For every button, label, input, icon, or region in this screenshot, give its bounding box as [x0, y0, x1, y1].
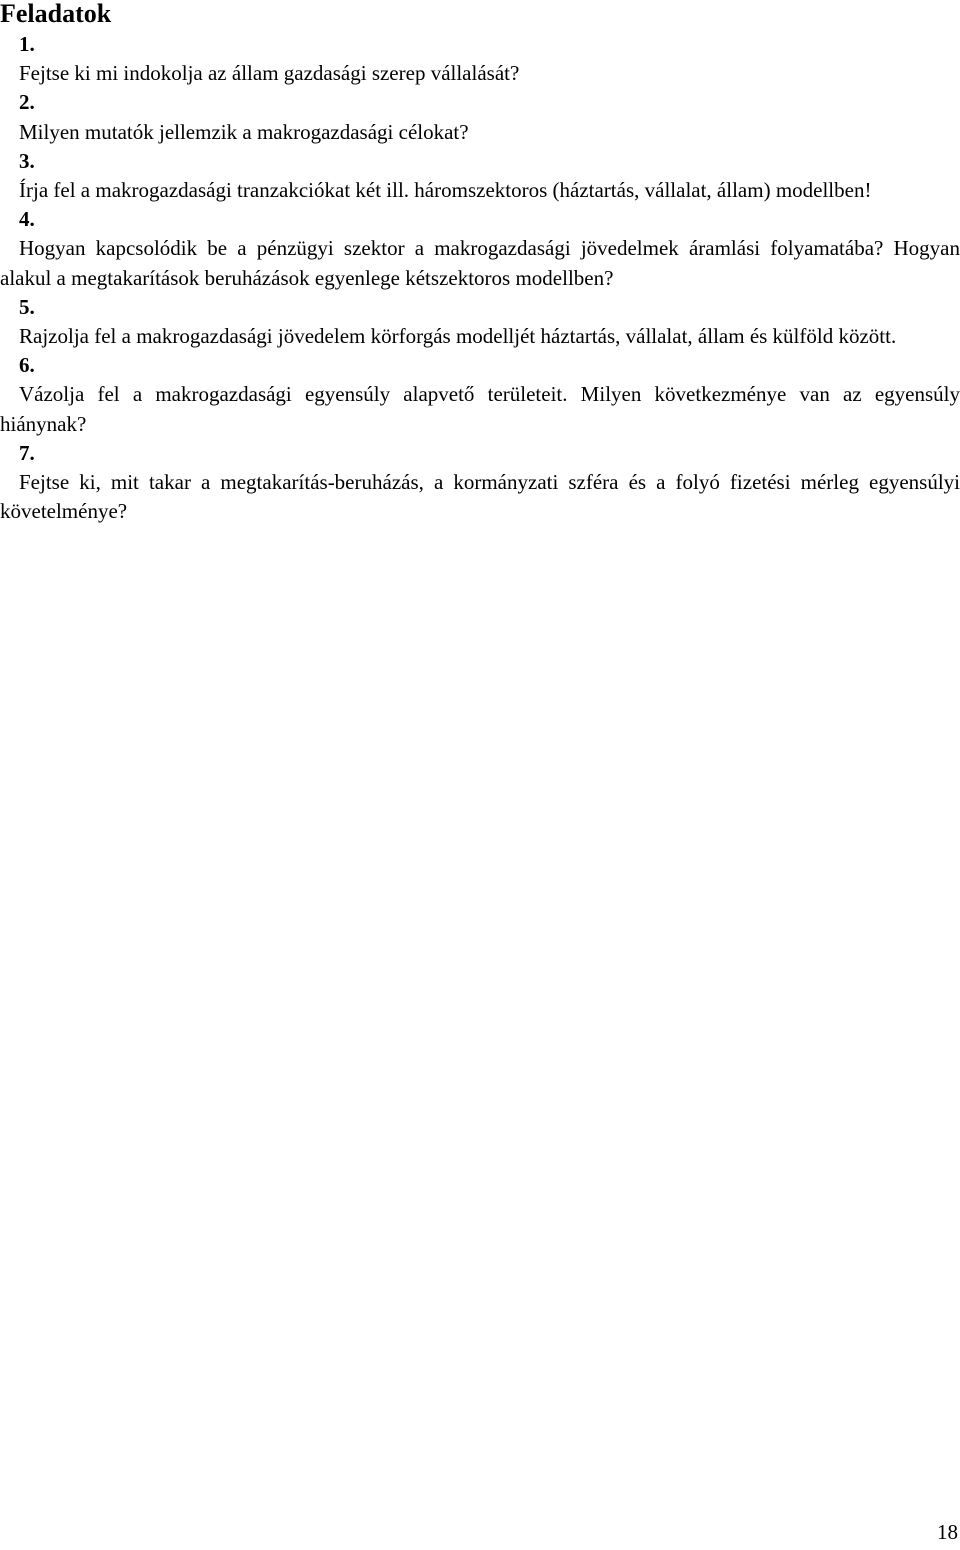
task-item	[0, 293, 960, 351]
task-text: Hogyan kapcsolódik be a pénzügyi szektor a makrogazdasági jövedelmek áramlási folyamatába? Hogyan alakul a megtakarítások beruházások egyenlege kétszektoros modellben?	[0, 236, 960, 290]
task-text: Írja fel a makrogazdasági tranzakciókat két ill. háromszektoros (háztartás, vállalat, állam) modellben!	[19, 178, 872, 203]
task-text: Fejtse ki mi indokolja az állam gazdasági szerep vállalását?	[19, 61, 520, 86]
page-number: 18	[937, 1520, 958, 1544]
task-number: 6.	[19, 353, 35, 378]
task-item	[0, 30, 960, 88]
task-text: Vázolja fel a makrogazdasági egyensúly alapvető területeit. Milyen következménye van az egyensúly hiánynak?	[0, 382, 960, 436]
task-item	[0, 88, 960, 146]
task-list	[0, 30, 960, 526]
task-text: Rajzolja fel a makrogazdasági jövedelem körforgás modelljét háztartás, vállalat, állam és külföld között.	[19, 324, 897, 349]
task-item	[0, 439, 960, 527]
task-number: 1.	[19, 32, 35, 56]
task-number: 7.	[19, 440, 35, 465]
task-number: 4.	[19, 207, 35, 232]
task-number: 5.	[19, 294, 35, 319]
task-item	[0, 351, 960, 439]
task-number: 2.	[19, 90, 35, 115]
task-item	[0, 147, 960, 205]
task-item	[0, 205, 960, 293]
task-text: Fejtse ki, mit takar a megtakarítás-beruházás, a kormányzati szféra és a folyó fizetési mérleg egyensúlyi követelménye?	[0, 470, 960, 524]
task-number: 3.	[19, 148, 35, 173]
task-text: Milyen mutatók jellemzik a makrogazdasági célokat?	[19, 119, 469, 144]
page-title: Feladatok	[0, 0, 112, 28]
